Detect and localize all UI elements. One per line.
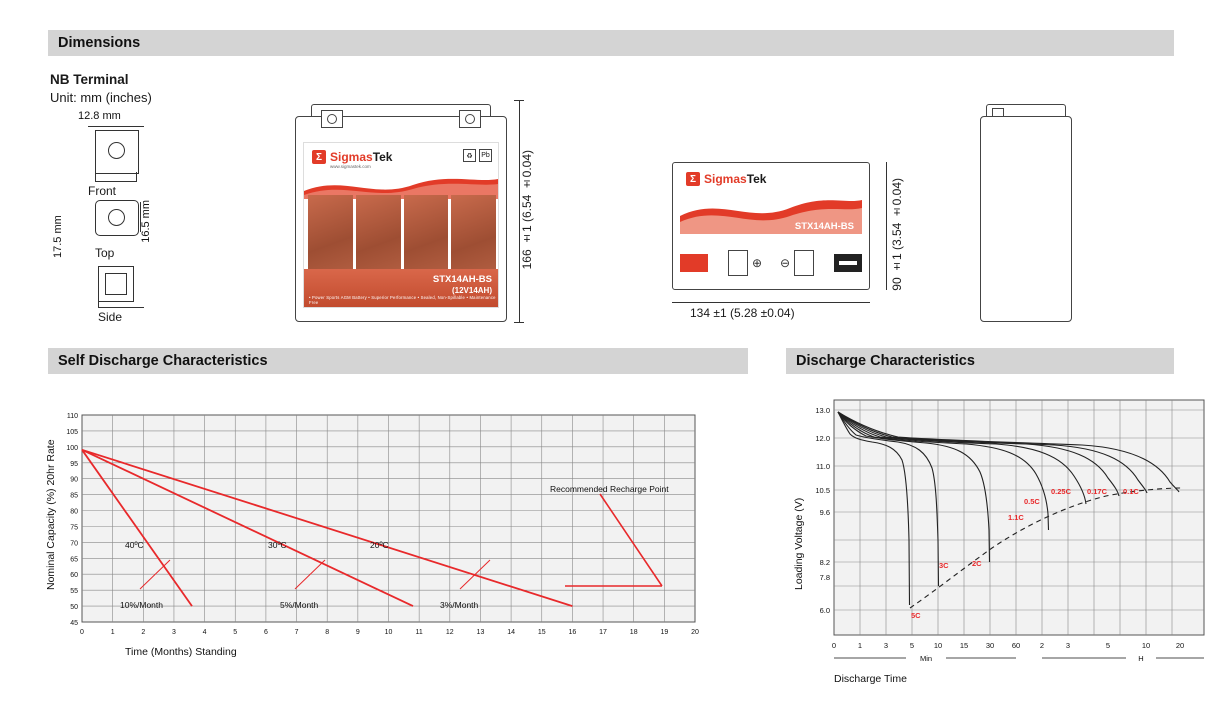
svg-text:2: 2 xyxy=(141,629,146,636)
discharge-chart xyxy=(786,390,1216,690)
svg-text:3: 3 xyxy=(1065,641,1071,650)
self-discharge-chart xyxy=(40,400,740,690)
label-footer-text: • Power Sports AGM Battery • Superior Performance • Sealed, Non-Spillable • Maintenance Free xyxy=(309,295,496,305)
battery-side-view xyxy=(980,100,1072,322)
recycle-icon: ♻ xyxy=(463,149,476,162)
brand-name: SigmasTek xyxy=(330,150,393,164)
battery-height-dim: 166 ±1 (6.54 ±0.04) xyxy=(520,150,534,270)
terminal-width-line xyxy=(88,126,144,127)
svg-text:100: 100 xyxy=(66,444,78,452)
battery-front-label xyxy=(303,142,499,308)
terminal-front-stem xyxy=(95,172,137,182)
battery-terminal-right xyxy=(459,110,481,128)
lead-pb-icon: Pb xyxy=(479,149,492,162)
section-title-discharge: Discharge Characteristics xyxy=(796,353,975,369)
battery-voltage-top: (12V14AH) xyxy=(813,234,854,243)
annotation-40c: 40ºC xyxy=(125,540,144,550)
label-photo-strip xyxy=(308,195,496,275)
battery-depth-dim: 90 ±1 (3.54 ±0.04) xyxy=(890,178,904,291)
svg-text:3: 3 xyxy=(171,629,176,636)
svg-text:17: 17 xyxy=(599,629,607,636)
height-dim-tick-bottom xyxy=(514,322,524,323)
svg-text:70: 70 xyxy=(70,540,78,548)
svg-text:9: 9 xyxy=(355,629,360,636)
annotation-5-month: 5%/Month xyxy=(280,600,319,610)
battery-front-view xyxy=(295,100,507,322)
svg-text:20: 20 xyxy=(1175,641,1185,650)
svg-text:13.0: 13.0 xyxy=(815,406,830,415)
svg-text:65: 65 xyxy=(70,556,78,564)
svg-text:19: 19 xyxy=(660,629,669,636)
svg-text:12.0: 12.0 xyxy=(815,434,830,443)
svg-text:60: 60 xyxy=(70,572,78,580)
svg-text:80: 80 xyxy=(70,508,78,516)
positive-terminal-plate xyxy=(680,254,708,272)
svg-text:6: 6 xyxy=(263,629,268,636)
svg-text:5: 5 xyxy=(233,629,238,636)
svg-text:4: 4 xyxy=(202,629,207,636)
brand-url: www.sigmastek.com xyxy=(330,164,371,169)
svg-text:11.0: 11.0 xyxy=(815,462,830,471)
terminal-height-dim: 16.5 mm xyxy=(140,200,152,243)
svg-text:10: 10 xyxy=(1141,641,1151,650)
brand-name-top: SigmasTek xyxy=(704,172,767,186)
curve-label-1-1c: 1.1C xyxy=(1008,513,1024,522)
battery-voltage: (12V14AH) xyxy=(451,286,492,295)
svg-text:0: 0 xyxy=(831,641,837,650)
section-header-discharge xyxy=(786,348,1174,374)
svg-text:6.0: 6.0 xyxy=(819,606,830,615)
svg-text:5: 5 xyxy=(909,641,915,650)
brand-logo-icon-top: Σ xyxy=(686,172,700,186)
svg-text:14: 14 xyxy=(507,629,515,636)
svg-text:2: 2 xyxy=(1039,641,1045,650)
svg-text:55: 55 xyxy=(70,588,78,596)
annotation-recharge-point: Recommended Recharge Point xyxy=(550,484,669,494)
height-dim-tick-top xyxy=(514,100,524,101)
svg-text:7.8: 7.8 xyxy=(819,573,830,582)
svg-text:10.5: 10.5 xyxy=(815,486,830,495)
label-icons xyxy=(463,149,492,162)
svg-text:10: 10 xyxy=(933,641,943,650)
terminal-pole-left xyxy=(728,250,748,276)
annotation-30c: 30ºC xyxy=(268,540,287,550)
self-discharge-xlabel: Time (Months) Standing xyxy=(125,646,237,658)
brand-row xyxy=(312,150,392,164)
svg-text:75: 75 xyxy=(70,524,78,532)
svg-text:5: 5 xyxy=(1105,641,1111,650)
curve-label-2c: 2C xyxy=(972,559,982,568)
svg-text:20: 20 xyxy=(691,629,699,636)
svg-text:8: 8 xyxy=(325,629,330,636)
xaxis-group-h: H xyxy=(1138,654,1144,663)
battery-side-body xyxy=(980,116,1072,322)
svg-text:15: 15 xyxy=(537,629,546,636)
curve-label-0-5c: 0.5C xyxy=(1024,497,1040,506)
curve-label-0-17c: 0.17C xyxy=(1087,487,1108,496)
depth-dim-line xyxy=(886,162,887,290)
svg-text:15: 15 xyxy=(959,641,969,650)
svg-text:0: 0 xyxy=(80,629,84,636)
curve-label-5c: 5C xyxy=(911,611,921,620)
battery-top-label xyxy=(680,168,862,246)
terminal-front-label: Front xyxy=(88,184,117,198)
terminal-top-label: Top xyxy=(95,246,115,260)
svg-text:50: 50 xyxy=(70,604,78,612)
svg-text:8.2: 8.2 xyxy=(819,558,830,567)
annotation-3-month: 3%/Month xyxy=(440,600,479,610)
svg-text:13: 13 xyxy=(476,629,485,636)
self-discharge-ylabel: Nominal Capacity (%) 20hr Rate xyxy=(45,439,57,590)
battery-model-top: STX14AH-BS xyxy=(794,221,854,232)
battery-terminal-left xyxy=(321,110,343,128)
svg-text:16: 16 xyxy=(568,629,577,636)
svg-text:12: 12 xyxy=(445,629,454,636)
positive-symbol: ⊕ xyxy=(752,256,763,270)
svg-text:95: 95 xyxy=(70,460,78,468)
svg-text:105: 105 xyxy=(66,428,78,436)
annotation-10-month: 10%/Month xyxy=(120,600,163,610)
svg-text:3: 3 xyxy=(883,641,889,650)
width-dim-line xyxy=(672,302,870,303)
svg-text:7: 7 xyxy=(294,629,299,636)
section-header-self-discharge xyxy=(48,348,748,374)
svg-text:11: 11 xyxy=(415,629,423,636)
svg-text:1: 1 xyxy=(857,641,863,650)
brand-row-top xyxy=(686,172,766,186)
battery-top-view xyxy=(672,162,870,290)
svg-text:45: 45 xyxy=(70,620,78,627)
terminal-front-hole xyxy=(108,142,125,159)
svg-text:85: 85 xyxy=(70,492,78,500)
section-header-dimensions xyxy=(48,30,1174,56)
battery-width-dim: 134 ±1 (5.28 ±0.04) xyxy=(690,306,795,320)
svg-text:60: 60 xyxy=(1011,641,1021,650)
annotation-20c: 20ºC xyxy=(370,540,389,550)
unit-label: Unit: mm (inches) xyxy=(50,90,152,105)
curve-label-3c: 3C xyxy=(939,561,949,570)
terminal-side-inner xyxy=(105,273,127,295)
discharge-ylabel: Loading Voltage (V) xyxy=(793,497,805,590)
svg-text:110: 110 xyxy=(66,413,78,420)
discharge-xlabel: Discharge Time xyxy=(834,673,907,685)
svg-text:1: 1 xyxy=(110,629,115,636)
nb-terminal-title: NB Terminal xyxy=(50,72,129,87)
negative-symbol: ⊖ xyxy=(779,256,790,270)
xaxis-group-min: Min xyxy=(919,654,933,663)
svg-text:18: 18 xyxy=(629,629,638,636)
terminal-top-hole xyxy=(108,209,125,226)
svg-text:9.6: 9.6 xyxy=(819,508,830,517)
curve-label-0-1c: 0.1C xyxy=(1123,487,1139,496)
negative-terminal-plate xyxy=(834,254,862,272)
section-title-dimensions: Dimensions xyxy=(58,35,141,51)
svg-text:90: 90 xyxy=(70,476,78,484)
brand-logo-icon: Σ xyxy=(312,150,326,164)
terminal-width-dim: 12.8 mm xyxy=(78,110,121,122)
terminal-side-tail xyxy=(98,300,144,308)
svg-text:10: 10 xyxy=(384,629,393,636)
svg-text:30: 30 xyxy=(985,641,995,650)
section-title-self-discharge: Self Discharge Characteristics xyxy=(58,353,268,369)
terminal-side-label: Side xyxy=(98,310,123,324)
terminal-depth-dim: 17.5 mm xyxy=(52,215,64,258)
battery-model: STX14AH-BS xyxy=(432,274,492,285)
curve-label-0-25c: 0.25C xyxy=(1051,487,1072,496)
terminal-pole-right xyxy=(794,250,814,276)
